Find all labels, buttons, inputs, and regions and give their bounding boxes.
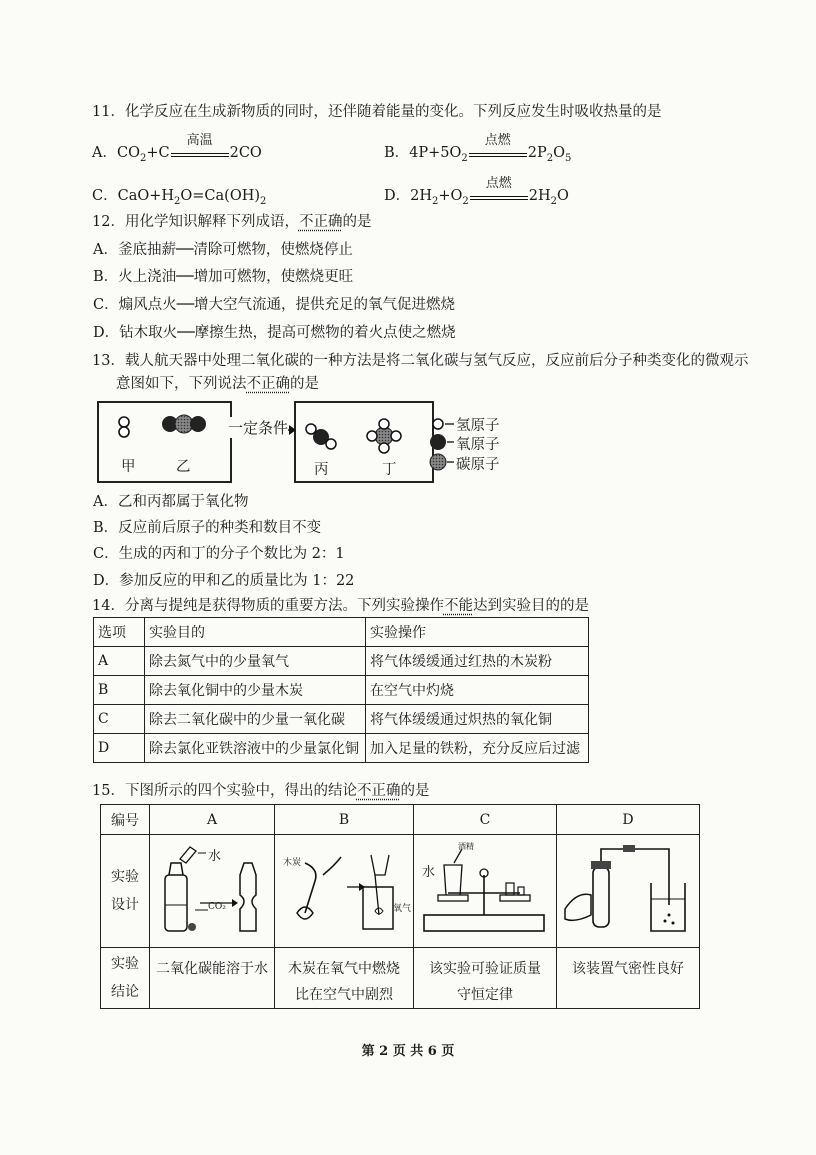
col-d: D	[557, 805, 700, 835]
legend-oxygen: 氧原子	[456, 437, 500, 453]
row-operation: 将气体缓缓通过红热的木炭粉	[366, 647, 589, 676]
table-header-row	[94, 618, 589, 647]
header-purpose: 实验目的	[145, 618, 366, 647]
q11-option-d: D．$2H_2+O_2$ 点燃 $2H_2O$	[384, 176, 569, 207]
q13-stem-line1: 13．载人航天器中处理二氧化碳的一种方法是将二氧化碳与氢气反应，反应前后分子种类变化的微观示	[92, 353, 749, 369]
experiment-b-figure	[275, 835, 414, 948]
table-row	[94, 647, 589, 676]
conclusion-c: 该实验可验证质量守恒定律	[414, 948, 557, 1009]
conclusion-label-line1: 实验	[111, 956, 139, 972]
header-number: 编号	[101, 805, 150, 835]
q12-option-c: C．煽风点火──增大空气流通，提供充足的氧气促进燃烧	[93, 297, 456, 313]
conclusion-row	[101, 948, 700, 1009]
co2-molecule	[162, 415, 206, 433]
b-charcoal-label: 木炭	[283, 858, 302, 868]
q13-stem-line2: 意图如下，下列说法不正确的是	[116, 376, 319, 392]
experiment-d-figure	[557, 835, 700, 948]
label-jia: 甲	[121, 459, 136, 475]
q13-option-b: B．反应前后原子的种类和数目不变	[93, 520, 322, 536]
table-row	[94, 734, 589, 763]
c-water-label: 水	[422, 865, 436, 880]
q14-table	[93, 617, 589, 763]
q14-stem: 14．分离与提纯是获得物质的重要方法。下列实验操作不能达到实验目的的是	[92, 598, 589, 614]
conclusion-b: 木炭在氧气中燃烧比在空气中剧烈	[275, 948, 414, 1009]
methane-molecule	[367, 419, 401, 453]
row-purpose: 除去氯化亚铁溶液中的少量氯化铜	[145, 734, 366, 763]
a-co2-label: CO₂	[208, 902, 226, 912]
experiment-a-figure	[150, 835, 275, 948]
header-operation: 实验操作	[366, 618, 589, 647]
col-a: A	[150, 805, 275, 835]
design-label	[101, 835, 150, 948]
legend	[430, 419, 454, 470]
experiment-c-figure	[414, 835, 557, 948]
row-operation: 在空气中灼烧	[366, 676, 589, 705]
row-purpose: 除去氮气中的少量氧气	[145, 647, 366, 676]
row-option: A	[94, 647, 145, 676]
b-oxygen-label: 氧气	[393, 904, 412, 914]
row-operation: 加入足量的铁粉，充分反应后过滤	[366, 734, 589, 763]
table-row	[94, 705, 589, 734]
label-ding: 丁	[382, 462, 397, 478]
q13-option-c: C．生成的丙和丁的分子个数比为 2：1	[93, 546, 345, 562]
row-purpose: 除去二氧化碳中的少量一氧化碳	[145, 705, 366, 734]
page-footer: 第 2 页 共 6 页	[361, 1044, 455, 1059]
q11-option-b: B．$4P+5O_2$ 点燃 $2P_2O_5$	[384, 133, 572, 164]
row-option: D	[94, 734, 145, 763]
q11-option-c: C．$CaO+H_2O=Ca(OH)_2$	[92, 188, 267, 207]
q13-option-a: A．乙和丙都属于氧化物	[93, 494, 249, 510]
conclusion-d: 该装置气密性良好	[557, 948, 700, 1009]
design-label-line1: 实验	[111, 869, 139, 885]
legend-hydrogen: 氢原子	[456, 418, 500, 434]
conclusion-label-line2: 结论	[111, 984, 139, 1000]
q15-table	[100, 804, 700, 1009]
col-c: C	[414, 805, 557, 835]
arrow-condition: 一定条件	[228, 419, 289, 437]
q12-stem: 12．用化学知识解释下列成语，不正确的是	[92, 214, 372, 230]
legend-carbon: 碳原子	[456, 457, 500, 473]
q15-stem: 15．下图所示的四个实验中，得出的结论不正确的是	[92, 783, 430, 799]
q12-option-d: D．钻木取火──摩擦生热，提高可燃物的着火点使之燃烧	[93, 325, 456, 341]
water-molecule	[306, 424, 336, 449]
c-alcohol-label: 酒精	[458, 842, 474, 851]
label-yi: 乙	[176, 459, 191, 475]
row-option: C	[94, 705, 145, 734]
airtightness-test-image	[557, 835, 699, 943]
q11-stem: 11．化学反应在生成新物质的同时，还伴随着能量的变化。下列反应发生时吸收热量的是	[92, 104, 662, 120]
q13-option-d: D．参加反应的甲和乙的质量比为 1：22	[93, 573, 355, 589]
q12-option-b: B．火上浇油──增加可燃物，使燃烧更旺	[93, 269, 354, 285]
hydrogen-molecule	[119, 417, 129, 437]
table-row	[94, 676, 589, 705]
balance-experiment-image	[414, 835, 556, 943]
table-header-row	[101, 805, 700, 835]
row-operation: 将气体缓缓通过炽热的氧化铜	[366, 705, 589, 734]
q11-option-a: A．$CO_2+C$ 高温 2CO	[92, 133, 262, 164]
a-water-label: 水	[208, 849, 222, 864]
row-option: B	[94, 676, 145, 705]
design-row	[101, 835, 700, 948]
label-bing: 丙	[314, 462, 329, 478]
col-b: B	[275, 805, 414, 835]
charcoal-burning-image	[275, 835, 413, 943]
row-purpose: 除去氧化铜中的少量木炭	[145, 676, 366, 705]
conclusion-a: 二氧化碳能溶于水	[150, 948, 275, 1009]
header-option: 选项	[94, 618, 145, 647]
design-label-line2: 设计	[111, 897, 139, 913]
q12-option-a: A．釜底抽薪──清除可燃物，使燃烧停止	[93, 242, 353, 258]
conclusion-label	[101, 948, 150, 1009]
